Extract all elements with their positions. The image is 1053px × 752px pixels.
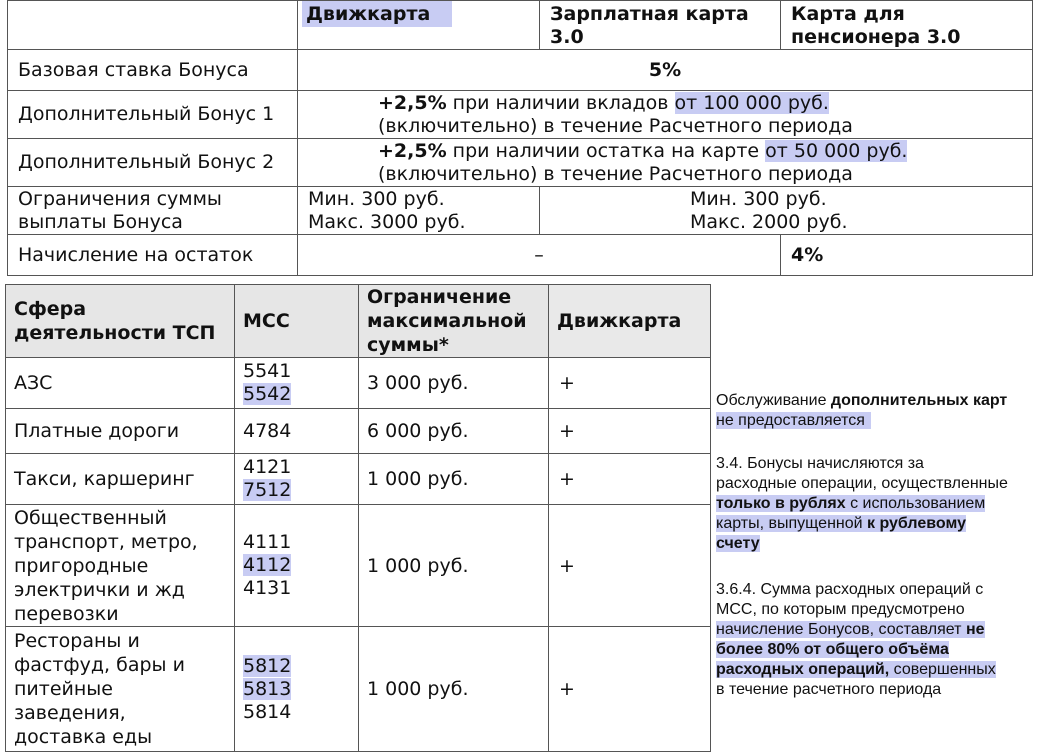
sphere-cell: Общественный транспорт, метро, пригородные электрички и жд перевозки: [6, 505, 235, 627]
dvizh-cell: +: [549, 358, 711, 409]
table-row: [6, 505, 711, 627]
note-mcc-share: 3.6.4. Сумма расходных операций с МСС, по которым предусмотрено начисление Бонусов, составляет не более 80% от общего объёма расходных операций, совершенных в течение расчетного периода: [716, 581, 996, 698]
row-base-rate: [8, 50, 1033, 91]
limit-cell: 1 000 руб.: [359, 627, 549, 752]
header-zarplatnaya: Зарплатная карта 3.0: [540, 1, 781, 50]
header-sphere: Сфера деятельности ТСП: [6, 285, 235, 358]
accrual-label: Начисление на остаток: [8, 235, 298, 276]
row-bonus-1: [8, 91, 1033, 139]
row-limits: [8, 187, 1033, 235]
header-mcc: MCC: [235, 285, 359, 358]
limits-label: Ограничения суммы выплаты Бонуса: [8, 187, 298, 235]
mcc-table-header: [6, 285, 711, 358]
row-bonus-2: [8, 139, 1033, 187]
limit-cell: 1 000 руб.: [359, 505, 549, 627]
table-row: [6, 627, 711, 752]
sphere-cell: Рестораны и фастфуд, бары и питейные заведения, доставка еды: [6, 627, 235, 752]
header-dvizhkarta: Движкарта: [298, 1, 540, 50]
table-row: [6, 358, 711, 409]
accrual-dvizh-zarplata: –: [298, 235, 781, 276]
mcc-cell: 5812 5813 5814: [235, 627, 359, 752]
base-rate-label: Базовая ставка Бонуса: [8, 50, 298, 91]
dvizh-cell: +: [549, 505, 711, 627]
limit-cell: 1 000 руб.: [359, 454, 549, 505]
mcc-cell: 4121 7512: [235, 454, 359, 505]
sphere-cell: Платные дороги: [6, 409, 235, 454]
note-additional-cards: Обслуживание дополнительных карт не предоставляется: [716, 392, 1008, 429]
table-row: [6, 409, 711, 454]
bonus-1-label: Дополнительный Бонус 1: [8, 91, 298, 139]
limit-cell: 3 000 руб.: [359, 358, 549, 409]
accrual-pensioner: 4%: [781, 235, 1033, 276]
bonus-table-header: [8, 1, 1033, 50]
dvizh-cell: +: [549, 454, 711, 505]
sphere-cell: Такси, каршеринг: [6, 454, 235, 505]
header-dvizhkarta: Движкарта: [549, 285, 711, 358]
mcc-cell: 4111 4112 4131: [235, 505, 359, 627]
mcc-cell: 5541 5542: [235, 358, 359, 409]
dvizh-cell: +: [549, 627, 711, 752]
bonus-comparison-table: [7, 0, 1033, 276]
note-ruble-operations: 3.4. Бонусы начисляются за расходные операции, осуществленные только в рублях с использованием карты, выпущенной к рублевому счету: [716, 455, 1008, 552]
dvizh-cell: +: [549, 409, 711, 454]
bonus-2-label: Дополнительный Бонус 2: [8, 139, 298, 187]
sphere-cell: АЗС: [6, 358, 235, 409]
mcc-table: [5, 284, 711, 752]
limits-dvizhkarta: Мин. 300 руб. Макс. 3000 руб.: [298, 187, 540, 235]
mcc-cell: 4784: [235, 409, 359, 454]
limits-other: Мин. 300 руб. Макс. 2000 руб.: [540, 187, 1033, 235]
header-pensioner: Карта для пенсионера 3.0: [781, 1, 1033, 50]
bonus-2-value: +2,5% при наличии остатка на карте от 50 000 руб. (включительно) в течение Расчетного периода: [298, 139, 1033, 187]
header-empty: [8, 1, 298, 50]
limit-cell: 6 000 руб.: [359, 409, 549, 454]
row-accrual: [8, 235, 1033, 276]
table-row: [6, 454, 711, 505]
header-limit: Ограничение максимальной суммы*: [359, 285, 549, 358]
base-rate-value: 5%: [298, 50, 1033, 91]
bonus-1-value: +2,5% при наличии вкладов от 100 000 руб. (включительно) в течение Расчетного периода: [298, 91, 1033, 139]
